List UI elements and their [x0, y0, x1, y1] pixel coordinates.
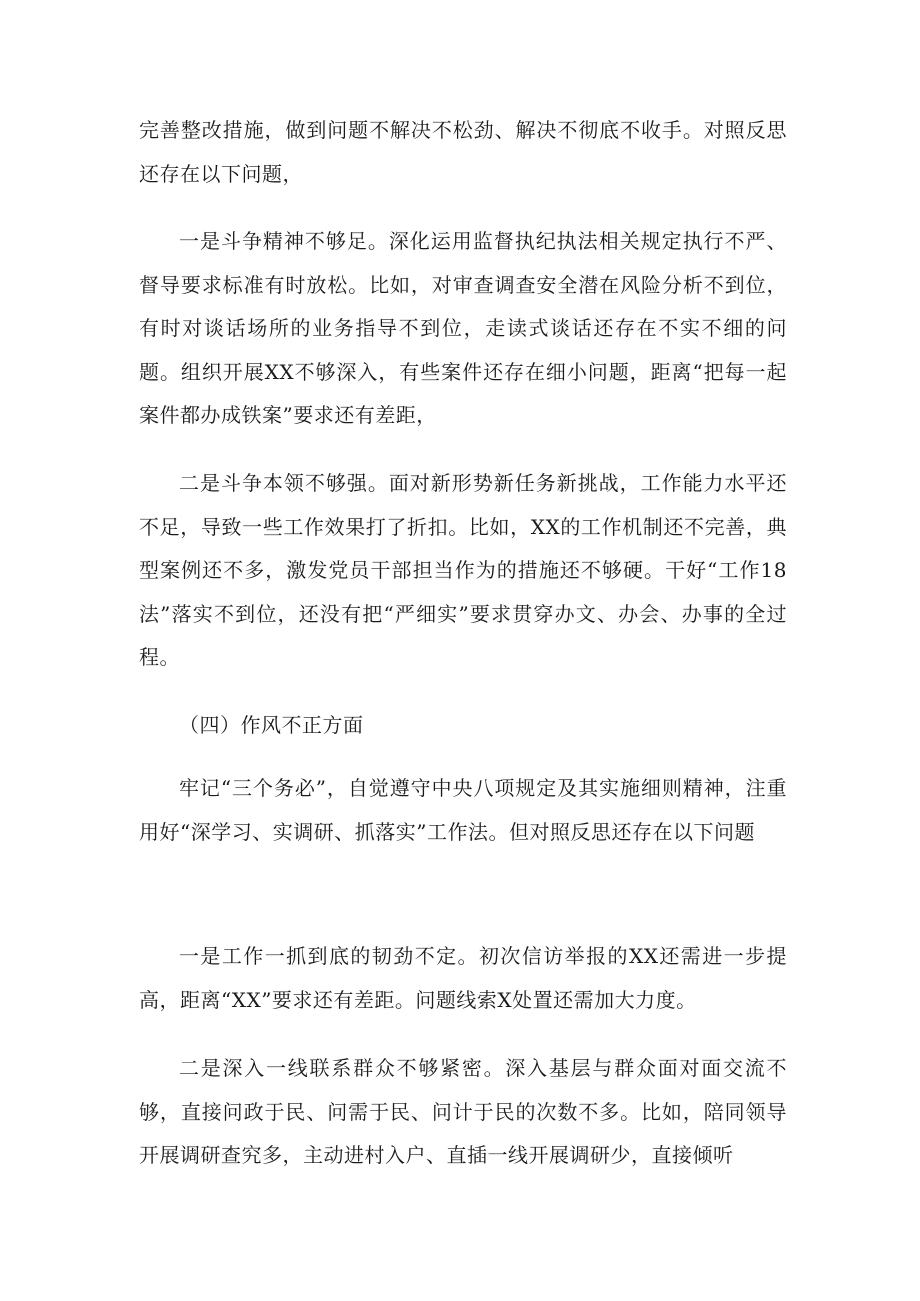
section-heading-work-style: （四）作风不正方面 [179, 713, 364, 737]
paragraph-intro-continuation: 完善整改措施，做到问题不解决不松劲、解决不彻底不收手。对照反思还存在以下问题， [139, 118, 787, 186]
paragraph-struggle-spirit: 一是斗争精神不够足。深化运用监督执纪执法相关规定执行不严、督导要求标准有时放松。比如，对审查调查安全潜在风险分析不到位，有时对谈话场所的业务指导不到位，走读式谈话还存在不实不细的问题。组织开展XX不够深入，有些案件还存在细小问题，距离“把每一起案件都办成铁案”要求还有差距， [139, 229, 787, 427]
paragraph-frontline-contact: 二是深入一线联系群众不够紧密。深入基层与群众面对面交流不够，直接问政于民、问需于民、问计于民的次数不多。比如，陪同领导开展调研查究多，主动进村入户、直插一线开展调研少，直接倾听 [139, 1056, 787, 1167]
paragraph-three-musts: 牢记“三个务必”，自觉遵守中央八项规定及其实施细则精神，注重用好“深学习、实调研、抓落实”工作法。但对照反思还存在以下问题 [139, 776, 787, 844]
paragraph-struggle-skill: 二是斗争本领不够强。面对新形势新任务新挑战，工作能力水平还不足，导致一些工作效果打了折扣。比如，XX的工作机制还不完善，典型案例还不多，激发党员干部担当作为的措施还不够硬。干好“工作18法”落实不到位，还没有把“严细实”要求贯穿办文、办会、办事的全过程。 [139, 471, 787, 669]
paragraph-persistence: 一是工作一抓到底的韧劲不定。初次信访举报的XX还需进一步提高，距离“XX”要求还有差距。问题线索X处置还需加大力度。 [139, 944, 787, 1012]
